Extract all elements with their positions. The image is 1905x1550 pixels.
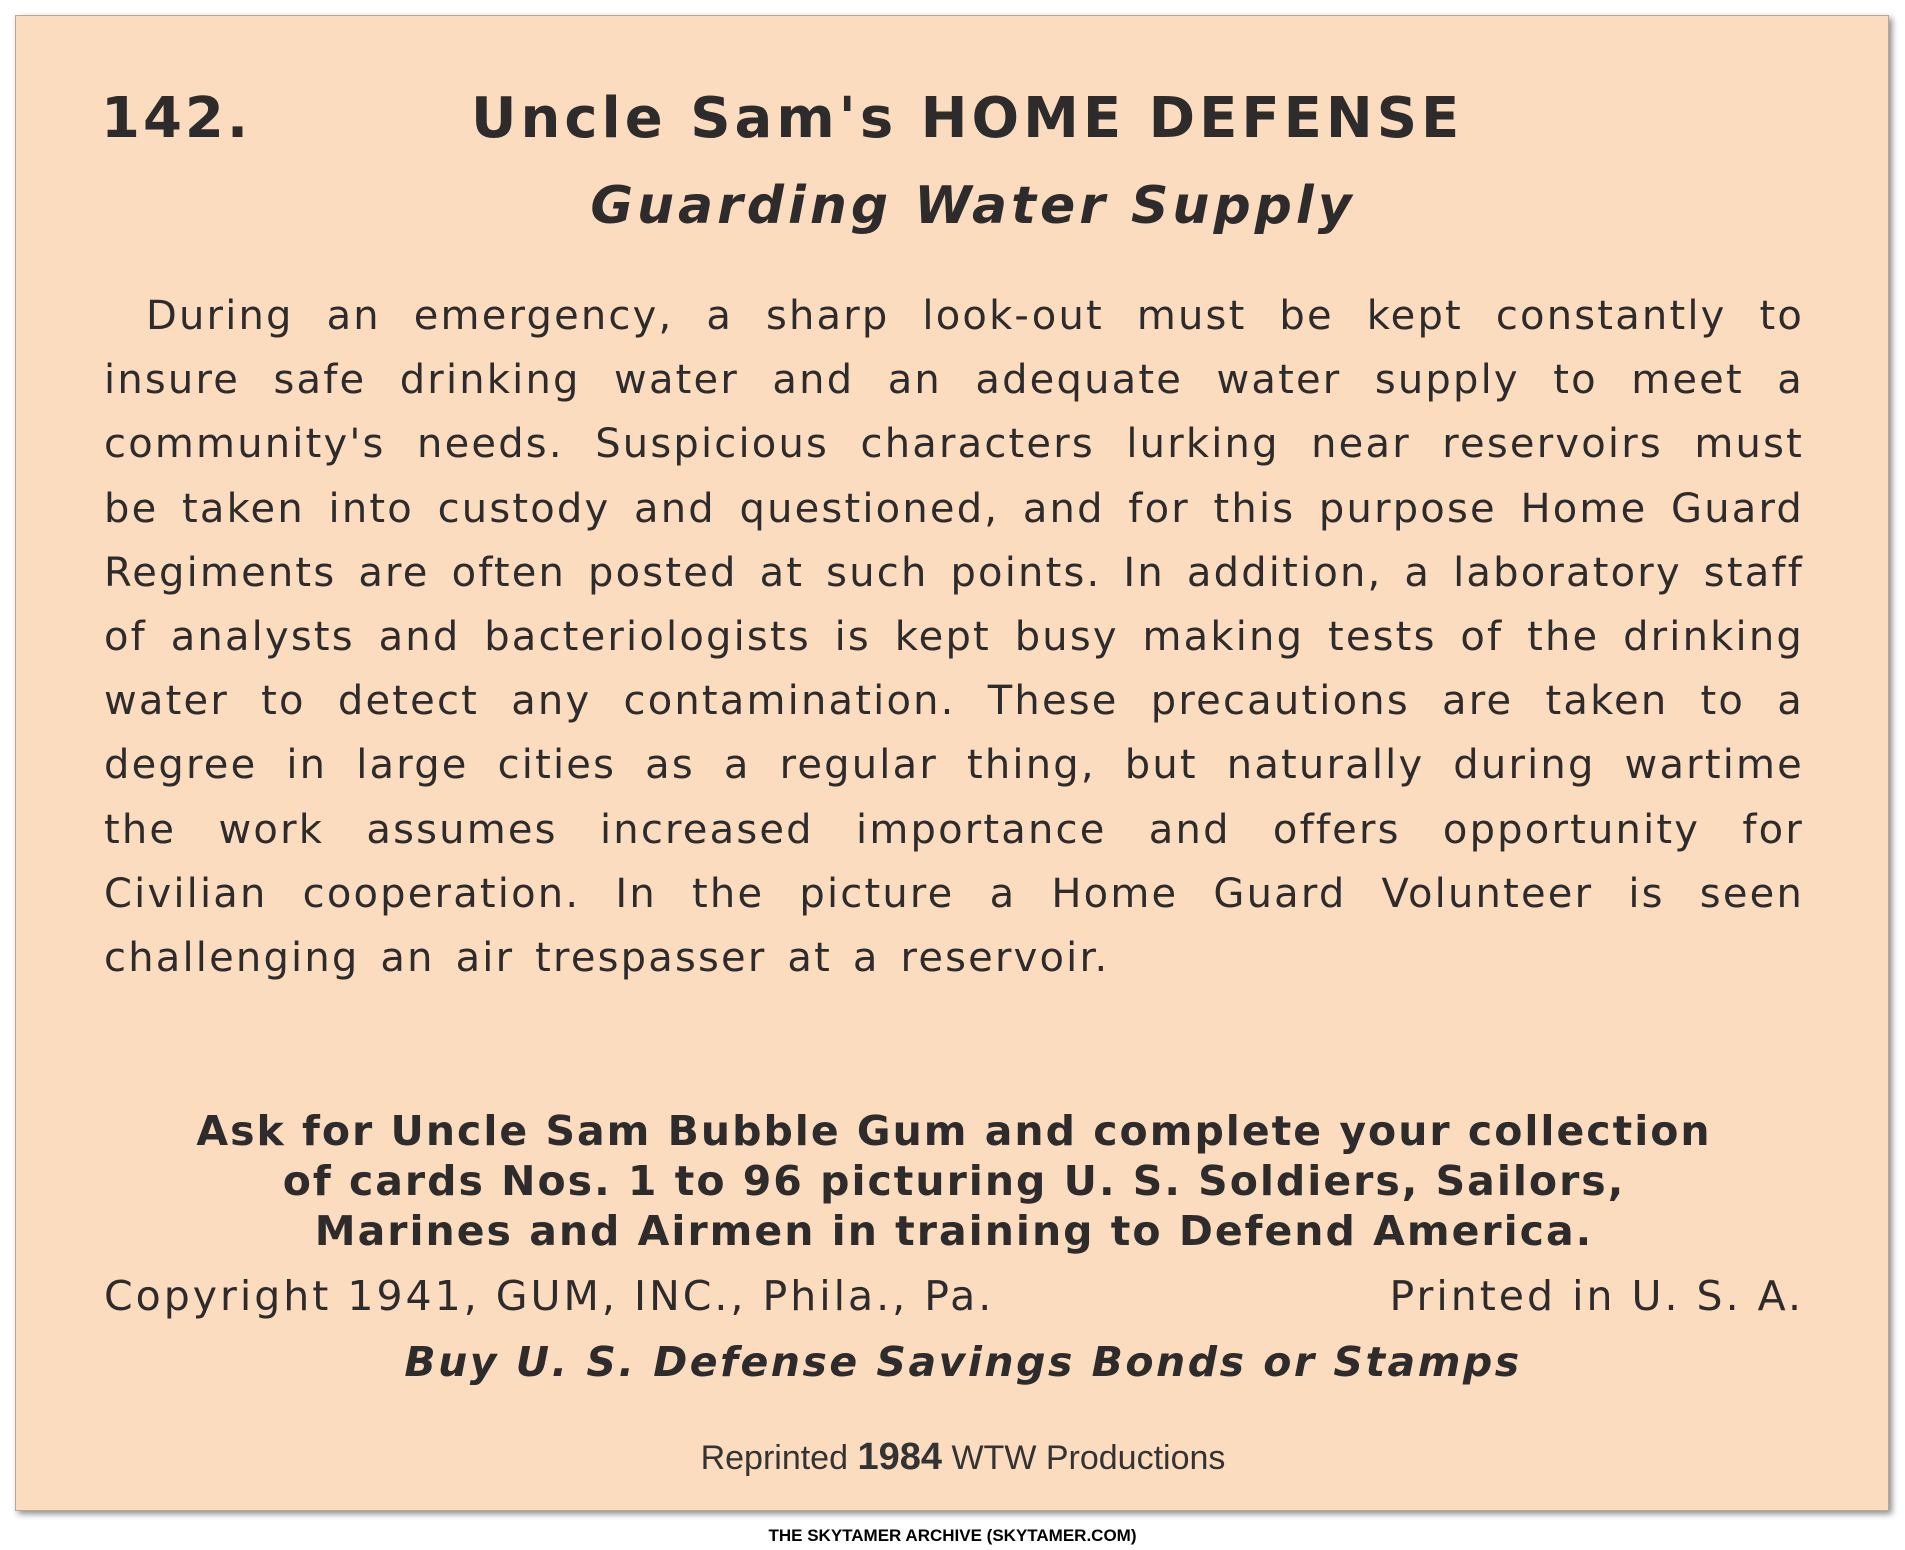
reprint-company: WTW Productions	[951, 1439, 1226, 1477]
card-number: 142.	[101, 86, 252, 151]
copyright-row	[104, 1272, 1804, 1328]
advertisement-text	[104, 1106, 1804, 1256]
archive-credit: THE SKYTAMER ARCHIVE (SKYTAMER.COM)	[768, 1526, 1137, 1545]
trading-card-back	[15, 15, 1889, 1511]
card-title: Uncle Sam's HOME DEFENSE	[471, 86, 1464, 151]
reprint-prefix: Reprinted	[700, 1439, 848, 1477]
card-header	[101, 86, 1801, 166]
card-subtitle: Guarding Water Supply	[590, 176, 1356, 236]
ad-line: Marines and Airmen in training to Defend America.	[314, 1207, 1594, 1255]
reprint-year: 1984	[857, 1436, 942, 1478]
defense-bonds-slogan: Buy U. S. Defense Savings Bonds or Stamps	[404, 1338, 1522, 1386]
ad-line: of cards Nos. 1 to 96 picturing U. S. Soldiers, Sailors,	[282, 1157, 1626, 1205]
reprint-notice	[16, 1436, 1890, 1479]
copyright-notice: Copyright 1941, GUM, INC., Phila., Pa.	[104, 1272, 995, 1320]
card-description: During an emergency, a sharp look-out must be kept constantly to insure safe drinking water and an adequate water supply to meet a community's needs. Suspicious characters lurking near reservoirs must be taken into custody and questioned, and for this purpose Home Guard Regiments are often posted at such points. In addition, a laboratory staff of analysts and bacteriologists is kept busy making tests of the drinking water to detect any contamination. These precautions are taken to a degree in large cities as a regular thing, but naturally during wartime the work assumes increased importance and offers opportunity for Civilian cooperation. In the picture a Home Guard Volunteer is seen challenging an air trespasser at a reservoir.	[104, 293, 1804, 982]
ad-line: Ask for Uncle Sam Bubble Gum and complete your collection	[196, 1107, 1712, 1155]
printed-in-notice: Printed in U. S. A.	[1389, 1272, 1804, 1320]
